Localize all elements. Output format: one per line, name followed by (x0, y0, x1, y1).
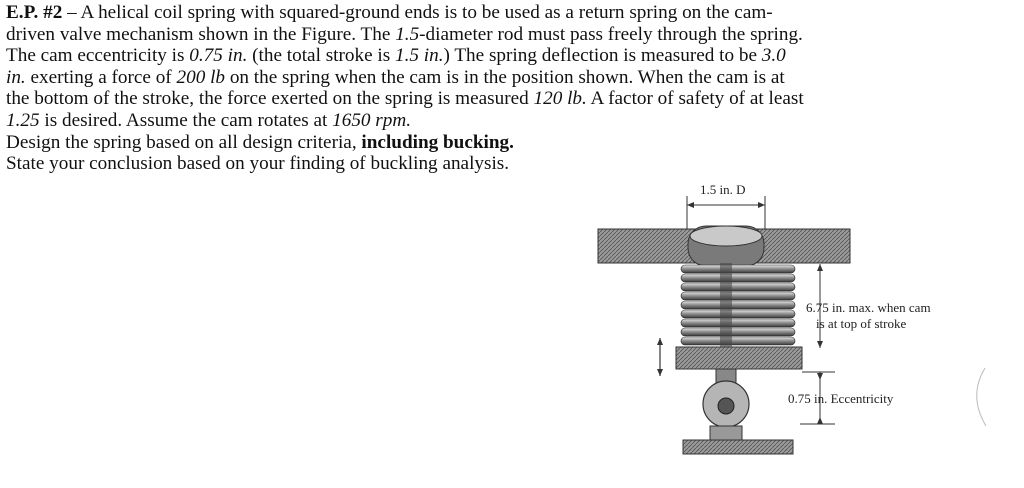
diameter-label: 1.5 in. D (700, 182, 746, 197)
coil-spring (681, 263, 795, 347)
cam-hub (718, 398, 734, 414)
diameter-arrow-right (758, 202, 765, 208)
ecc-arrow-up (817, 373, 823, 380)
rod-end (690, 226, 762, 246)
line-2: driven valve mechanism shown in the Figure. The 1.5-diameter rod must pass freely through the spring. (6, 23, 803, 45)
line-3: The cam eccentricity is 0.75 in. (the total stroke is 1.5 in.) The spring deflection is measured to be 3.0 (6, 45, 786, 67)
base-plate (683, 440, 793, 454)
stroke-arrow-up (657, 338, 663, 345)
line-4: in. exerting a force of 200 lb on the spring when the cam is in the position shown. When the cam is at (6, 66, 785, 88)
line-6: 1.25 is desired. Assume the cam rotates at 1650 rpm. (6, 109, 412, 131)
line-5: the bottom of the stroke, the force exerted on the spring is measured 120 lb. A factor of safety of at least (6, 88, 804, 110)
problem-number: E.P. #2 (6, 2, 63, 23)
follower-plate (676, 347, 802, 369)
eccentricity-label: 0.75 in. Eccentricity (788, 391, 894, 406)
line-8: State your conclusion based on your finding of buckling analysis. (6, 153, 510, 175)
height-arrow-down (817, 341, 823, 348)
stroke-arrow-down (657, 369, 663, 376)
height-arrow-up (817, 264, 823, 271)
diameter-arrow-left (687, 202, 694, 208)
spring-height-label: 6.75 in. max. when cam is at top of stroke (806, 300, 931, 331)
cam-support (710, 426, 742, 440)
line-7: Design the spring based on all design criteria, including bucking. (6, 131, 514, 153)
scan-arc (977, 368, 986, 426)
line-1: E.P. #2 – A helical coil spring with squared-ground ends is to be used as a return spring on the cam- (6, 2, 773, 23)
ecc-arrow-down (817, 417, 823, 424)
